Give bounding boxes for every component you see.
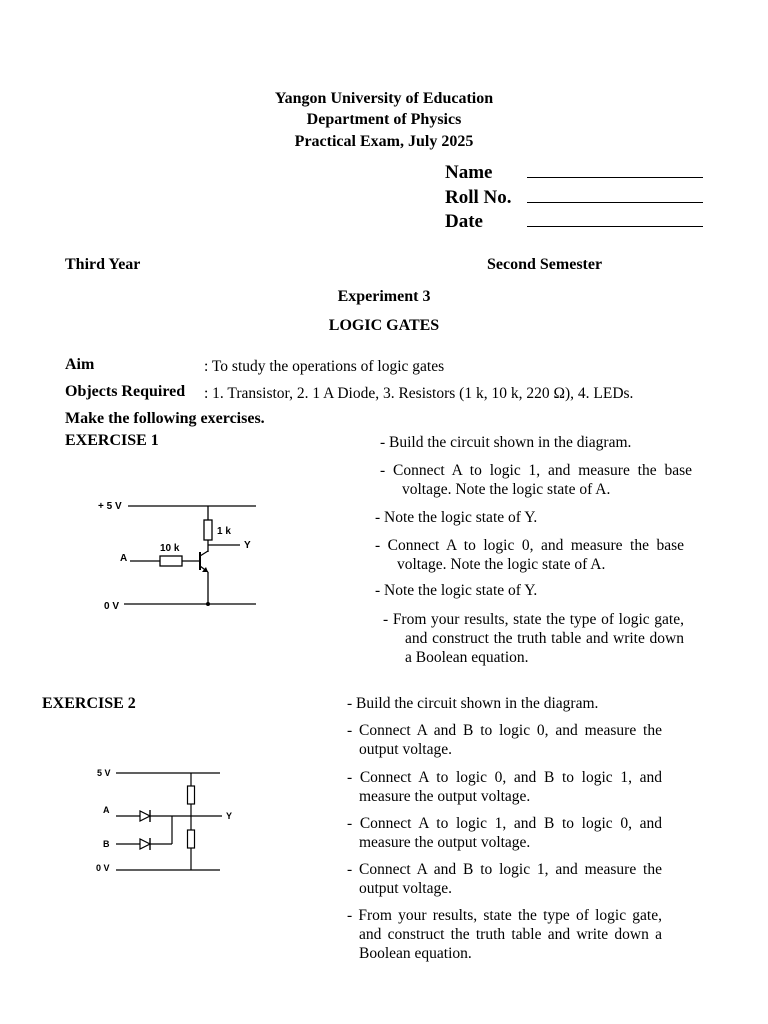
instruction: Make the following exercises. xyxy=(65,410,265,427)
transistor-inverter-circuit xyxy=(80,490,280,640)
experiment-title: Experiment 3 xyxy=(337,288,431,305)
input-b-label: B xyxy=(103,839,110,849)
aim-label: Aim xyxy=(65,356,95,373)
exercise1-step: - From your results, state the type of logic gate, and construct the truth table and write down a Boolean equation. xyxy=(383,611,684,666)
department-title: Department of Physics xyxy=(306,111,462,128)
topic-title: LOGIC GATES xyxy=(328,317,440,334)
date-label: Date xyxy=(445,211,483,232)
input-a-label: A xyxy=(103,805,110,815)
supply-label: + 5 V xyxy=(98,501,122,512)
exercise2-step: - Connect A and B to logic 0, and measure the output voltage. xyxy=(347,722,662,758)
exercise1-step: - Build the circuit shown in the diagram. xyxy=(380,434,632,451)
roll-blank[interactable] xyxy=(527,188,703,203)
exam-title: Practical Exam, July 2025 xyxy=(294,133,474,150)
objects-label: Objects Required xyxy=(65,383,186,400)
exercise1-step: - Note the logic state of Y. xyxy=(375,509,538,526)
aim-text: : To study the operations of logic gates xyxy=(204,358,445,375)
roll-field[interactable] xyxy=(445,186,715,210)
semester-label: Second Semester xyxy=(487,256,603,273)
exercise1-step: - Connect A to logic 1, and measure the base voltage. Note the logic state of A. xyxy=(380,462,692,498)
supply-label: 5 V xyxy=(97,768,111,778)
exercise2-title: EXERCISE 2 xyxy=(42,695,136,712)
ground-label: 0 V xyxy=(104,601,120,612)
output-label: Y xyxy=(226,811,233,821)
diode-gate-circuit xyxy=(70,760,290,900)
name-label: Name xyxy=(445,162,493,183)
date-field[interactable] xyxy=(445,210,715,234)
name-field[interactable] xyxy=(445,161,715,185)
exercise2-step: - Connect A to logic 1, and B to logic 0, and measure the output voltage. xyxy=(347,815,662,851)
objects-text: : 1. Transistor, 2. 1 A Diode, 3. Resistors (1 k, 10 k, 220 Ω), 4. LEDs. xyxy=(204,385,634,402)
name-blank[interactable] xyxy=(527,163,703,178)
exercise2-step: - Build the circuit shown in the diagram. xyxy=(347,695,599,712)
input-label: A xyxy=(120,553,128,564)
exercise1-title: EXERCISE 1 xyxy=(65,432,159,449)
exercise2-step: - Connect A to logic 0, and B to logic 1, and measure the output voltage. xyxy=(347,769,662,805)
output-label: Y xyxy=(244,540,251,551)
roll-label: Roll No. xyxy=(445,187,512,208)
year-label: Third Year xyxy=(65,256,141,273)
base-resistor-label: 10 k xyxy=(160,543,180,554)
exercise1-step: - Connect A to logic 0, and measure the base voltage. Note the logic state of A. xyxy=(375,537,684,573)
exercise2-step: - From your results, state the type of logic gate, and construct the truth table and write down a Boolean equation. xyxy=(347,907,662,962)
ground-label: 0 V xyxy=(96,863,110,873)
university-title: Yangon University of Education xyxy=(274,90,494,107)
date-blank[interactable] xyxy=(527,212,703,227)
exercise2-step: - Connect A and B to logic 1, and measure the output voltage. xyxy=(347,861,662,897)
collector-resistor-label: 1 k xyxy=(217,526,231,537)
exercise1-step: - Note the logic state of Y. xyxy=(375,582,538,599)
